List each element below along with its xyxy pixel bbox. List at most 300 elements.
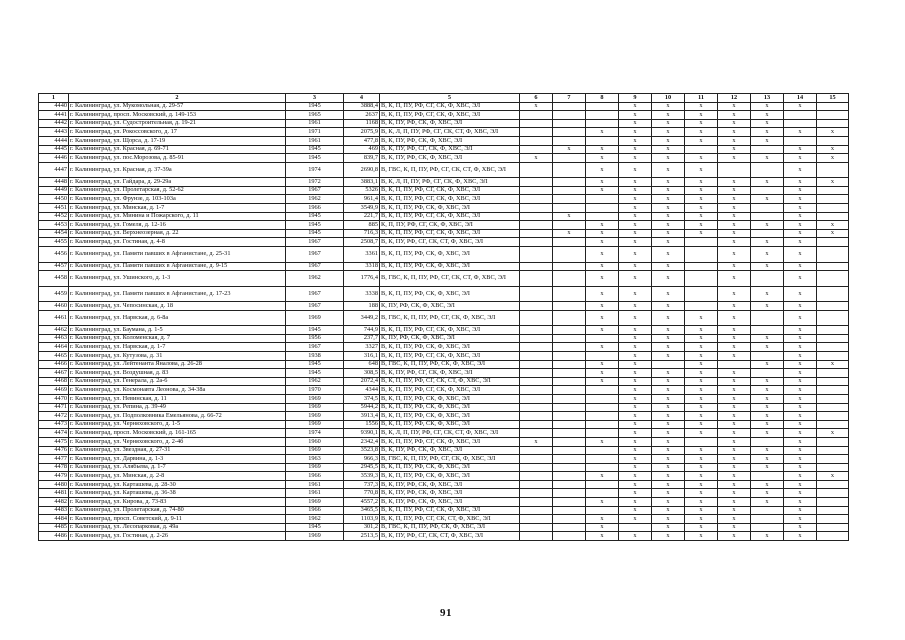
mark-cell <box>817 463 849 472</box>
row-number: 4451 <box>39 204 69 213</box>
mark-cell: x <box>586 369 619 378</box>
column-number-row <box>39 94 849 103</box>
page-number: 91 <box>440 607 452 619</box>
mark-cell <box>553 247 586 263</box>
mark-cell: x <box>685 472 718 481</box>
column-header: 14 <box>784 94 817 103</box>
mark-cell: x <box>586 498 619 507</box>
row-number: 4449 <box>39 186 69 195</box>
column-header: 8 <box>586 94 619 103</box>
mark-cell: x <box>586 162 619 178</box>
mark-cell: x <box>652 429 685 438</box>
mark-cell <box>817 489 849 498</box>
mark-cell: x <box>718 286 751 302</box>
mark-cell: x <box>619 154 652 163</box>
area-cell: 3449,2 <box>344 310 380 326</box>
area-cell: 3465,5 <box>344 506 380 515</box>
address-cell: г. Калининград, ул. Кирова, д. 73-83 <box>69 498 286 507</box>
row-number: 4454 <box>39 229 69 238</box>
mark-cell: x <box>619 119 652 128</box>
mark-cell: x <box>718 238 751 247</box>
mark-cell <box>586 136 619 145</box>
area-cell: 961,4 <box>344 195 380 204</box>
mark-cell: x <box>685 154 718 163</box>
mark-cell: x <box>685 186 718 195</box>
mark-cell: x <box>751 111 784 120</box>
mark-cell: x <box>685 412 718 421</box>
address-cell: г. Калининград, ул. Гомеля, д. 12-16 <box>69 221 286 230</box>
year-cell: 1967 <box>286 343 344 352</box>
row-number: 4481 <box>39 489 69 498</box>
mark-cell <box>685 247 718 263</box>
mark-cell: x <box>685 480 718 489</box>
mark-cell: x <box>652 195 685 204</box>
row-number: 4480 <box>39 480 69 489</box>
table-row <box>39 394 849 403</box>
address-cell: г. Калининград, ул. Пролетарская, д. 52-62 <box>69 186 286 195</box>
area-cell: 2075,9 <box>344 128 380 137</box>
works-cell: В, К, П, ПУ, РФ, СГ, СК, СТ, Ф, ХВС, ЭЛ <box>380 377 520 386</box>
mark-cell <box>520 111 553 120</box>
mark-cell: x <box>751 302 784 311</box>
mark-cell: x <box>685 221 718 230</box>
mark-cell <box>817 262 849 271</box>
mark-cell: x <box>619 403 652 412</box>
table-row <box>39 247 849 263</box>
year-cell: 1962 <box>286 377 344 386</box>
mark-cell <box>586 480 619 489</box>
mark-cell: x <box>751 221 784 230</box>
works-cell: В, К, ПУ, РФ, СК, Ф, ХВС, ЭЛ <box>380 136 520 145</box>
mark-cell: x <box>619 229 652 238</box>
mark-cell <box>685 286 718 302</box>
column-header: 7 <box>553 94 586 103</box>
mark-cell <box>751 186 784 195</box>
area-cell: 3888,4 <box>344 102 380 111</box>
row-number: 4472 <box>39 412 69 421</box>
mark-cell: x <box>619 343 652 352</box>
address-cell: г. Калининград, ул. Щорса, д. 17-19 <box>69 136 286 145</box>
year-cell: 1967 <box>286 302 344 311</box>
mark-cell <box>817 102 849 111</box>
year-cell: 1969 <box>286 310 344 326</box>
row-number: 4483 <box>39 506 69 515</box>
mark-cell <box>553 437 586 446</box>
mark-cell: x <box>685 204 718 213</box>
mark-cell: x <box>619 429 652 438</box>
mark-cell: x <box>817 360 849 369</box>
mark-cell: x <box>685 455 718 464</box>
mark-cell <box>817 386 849 395</box>
address-cell: г. Калининград, ул. пос.Морозова, д. 85-91 <box>69 154 286 163</box>
mark-cell <box>520 412 553 421</box>
mark-cell <box>784 111 817 120</box>
mark-cell: x <box>718 326 751 335</box>
mark-cell: x <box>652 302 685 311</box>
year-cell: 1945 <box>286 229 344 238</box>
row-number: 4470 <box>39 394 69 403</box>
mark-cell: x <box>718 351 751 360</box>
mark-cell: x <box>586 247 619 263</box>
table-row <box>39 102 849 111</box>
row-number: 4478 <box>39 463 69 472</box>
mark-cell <box>817 523 849 532</box>
mark-cell: x <box>685 532 718 541</box>
mark-cell: x <box>784 369 817 378</box>
mark-cell <box>817 506 849 515</box>
area-cell: 5326 <box>344 186 380 195</box>
mark-cell <box>553 154 586 163</box>
mark-cell: x <box>718 154 751 163</box>
mark-cell: x <box>652 351 685 360</box>
mark-cell <box>586 212 619 221</box>
table-row <box>39 480 849 489</box>
mark-cell <box>586 412 619 421</box>
mark-cell <box>553 136 586 145</box>
mark-cell: x <box>586 310 619 326</box>
mark-cell: x <box>586 360 619 369</box>
mark-cell <box>520 394 553 403</box>
year-cell: 1967 <box>286 238 344 247</box>
address-cell: г. Калининград, ул. Пролетарская, д. 74-80 <box>69 506 286 515</box>
mark-cell: x <box>817 128 849 137</box>
mark-cell <box>520 186 553 195</box>
year-cell: 1963 <box>286 455 344 464</box>
area-cell: 3539,3 <box>344 472 380 481</box>
mark-cell <box>520 247 553 263</box>
works-cell: В, ГВС, К, П, ПУ, РФ, СК, Ф, ХВС, ЭЛ <box>380 523 520 532</box>
mark-cell: x <box>784 271 817 287</box>
row-number: 4464 <box>39 343 69 352</box>
mark-cell: x <box>652 386 685 395</box>
mark-cell <box>817 286 849 302</box>
address-cell: г. Калининград, ул. Гостиная, д. 2-26 <box>69 532 286 541</box>
table-row <box>39 506 849 515</box>
mark-cell: x <box>718 186 751 195</box>
works-cell: В, К, П, ПУ, РФ, СГ, СК, Ф, ХВС, ЭЛ <box>380 229 520 238</box>
mark-cell <box>817 212 849 221</box>
row-number: 4458 <box>39 271 69 287</box>
mark-cell: x <box>619 515 652 524</box>
mark-cell <box>520 302 553 311</box>
mark-cell: x <box>718 334 751 343</box>
mark-cell: x <box>718 489 751 498</box>
year-cell: 1970 <box>286 386 344 395</box>
table-row <box>39 145 849 154</box>
mark-cell: x <box>619 480 652 489</box>
table-row <box>39 154 849 163</box>
table-row <box>39 351 849 360</box>
address-cell: г. Калининград, ул. Верхнеозерная, д. 22 <box>69 229 286 238</box>
mark-cell: x <box>784 360 817 369</box>
mark-cell <box>784 119 817 128</box>
year-cell: 1945 <box>286 154 344 163</box>
mark-cell <box>751 271 784 287</box>
address-cell: г. Калининград, ул. Нарвская, д. 1-7 <box>69 343 286 352</box>
area-cell: 2508,7 <box>344 238 380 247</box>
year-cell: 1969 <box>286 412 344 421</box>
mark-cell: x <box>751 195 784 204</box>
address-cell: г. Калининград, ул. Коломенская, д. 7 <box>69 334 286 343</box>
mark-cell: x <box>784 334 817 343</box>
mark-cell: x <box>619 472 652 481</box>
mark-cell: x <box>619 162 652 178</box>
mark-cell <box>817 498 849 507</box>
mark-cell: x <box>817 221 849 230</box>
address-cell: г. Калининград, ул. Нарвская, д. 6-8а <box>69 310 286 326</box>
mark-cell: x <box>751 532 784 541</box>
mark-cell: x <box>784 446 817 455</box>
column-header: 2 <box>69 94 286 103</box>
mark-cell: x <box>520 437 553 446</box>
year-cell: 1974 <box>286 429 344 438</box>
table-row <box>39 212 849 221</box>
column-header: 6 <box>520 94 553 103</box>
table-row <box>39 377 849 386</box>
table-row <box>39 128 849 137</box>
address-cell: г. Калининград, ул. Чепосинская, д. 18 <box>69 302 286 311</box>
table-row <box>39 310 849 326</box>
mark-cell: x <box>718 532 751 541</box>
mark-cell: x <box>784 302 817 311</box>
table-row <box>39 334 849 343</box>
mark-cell <box>520 119 553 128</box>
mark-cell: x <box>553 229 586 238</box>
year-cell: 1945 <box>286 523 344 532</box>
mark-cell <box>553 111 586 120</box>
mark-cell <box>553 119 586 128</box>
mark-cell <box>817 136 849 145</box>
row-number: 4463 <box>39 334 69 343</box>
mark-cell: x <box>817 145 849 154</box>
mark-cell: x <box>685 111 718 120</box>
mark-cell: x <box>652 369 685 378</box>
table-row <box>39 326 849 335</box>
mark-cell: x <box>685 386 718 395</box>
mark-cell <box>586 119 619 128</box>
mark-cell: x <box>619 247 652 263</box>
mark-cell <box>685 437 718 446</box>
mark-cell: x <box>652 472 685 481</box>
mark-cell <box>553 472 586 481</box>
mark-cell <box>586 204 619 213</box>
address-cell: г. Калининград, ул. Рокоссовского, д. 17 <box>69 128 286 137</box>
works-cell: В, К, П, ПУ, РФ, СГ, СК, Ф, ХВС, ЭЛ <box>380 386 520 395</box>
mark-cell: x <box>652 154 685 163</box>
area-cell: 3318 <box>344 262 380 271</box>
mark-cell: x <box>784 377 817 386</box>
works-cell: В, К, ПУ, РФ, СГ, СК, СТ, Ф, ХВС, ЭЛ <box>380 238 520 247</box>
works-cell: В, К, ПУ, РФ, СК, Ф, ХВС, ЭЛ <box>380 446 520 455</box>
mark-cell: x <box>718 343 751 352</box>
mark-cell <box>553 238 586 247</box>
mark-cell <box>520 523 553 532</box>
mark-cell <box>553 394 586 403</box>
mark-cell: x <box>751 386 784 395</box>
mark-cell: x <box>652 446 685 455</box>
mark-cell <box>685 238 718 247</box>
row-number: 4445 <box>39 145 69 154</box>
mark-cell <box>553 204 586 213</box>
year-cell: 1969 <box>286 446 344 455</box>
mark-cell <box>553 369 586 378</box>
mark-cell: x <box>718 128 751 137</box>
mark-cell <box>553 162 586 178</box>
mark-cell: x <box>652 343 685 352</box>
address-cell: г. Калининград, ул. Звездная, д. 27-31 <box>69 446 286 455</box>
year-cell: 1961 <box>286 480 344 489</box>
mark-cell: x <box>685 102 718 111</box>
mark-cell <box>586 489 619 498</box>
mark-cell: x <box>586 271 619 287</box>
mark-cell: x <box>817 429 849 438</box>
area-cell: 3549,9 <box>344 204 380 213</box>
mark-cell: x <box>685 369 718 378</box>
year-cell: 1967 <box>286 247 344 263</box>
mark-cell <box>817 162 849 178</box>
works-cell: В, К, П, ПУ, РФ, СК, Ф, ХВС, ЭЛ <box>380 463 520 472</box>
mark-cell <box>685 262 718 271</box>
mark-cell <box>520 480 553 489</box>
table-row <box>39 136 849 145</box>
mark-cell: x <box>784 128 817 137</box>
area-cell: 2342,4 <box>344 437 380 446</box>
mark-cell <box>817 119 849 128</box>
mark-cell: x <box>685 420 718 429</box>
mark-cell: x <box>784 532 817 541</box>
mark-cell: x <box>751 247 784 263</box>
mark-cell: x <box>751 498 784 507</box>
area-cell: 716,3 <box>344 229 380 238</box>
mark-cell <box>685 145 718 154</box>
mark-cell <box>520 472 553 481</box>
mark-cell: x <box>751 412 784 421</box>
mark-cell: x <box>784 247 817 263</box>
table-row <box>39 360 849 369</box>
works-cell: В, К, ПУ, РФ, СК, Ф, ХВС, ЭЛ <box>380 489 520 498</box>
mark-cell: x <box>718 480 751 489</box>
mark-cell <box>520 238 553 247</box>
mark-cell <box>586 334 619 343</box>
row-number: 4469 <box>39 386 69 395</box>
mark-cell: x <box>652 286 685 302</box>
mark-cell: x <box>718 262 751 271</box>
mark-cell: x <box>817 178 849 187</box>
mark-cell: x <box>619 369 652 378</box>
year-cell: 1969 <box>286 498 344 507</box>
mark-cell: x <box>751 343 784 352</box>
mark-cell: x <box>652 247 685 263</box>
mark-cell <box>817 412 849 421</box>
year-cell: 1967 <box>286 262 344 271</box>
row-number: 4446 <box>39 154 69 163</box>
mark-cell: x <box>685 343 718 352</box>
area-cell: 2072,4 <box>344 377 380 386</box>
mark-cell <box>817 111 849 120</box>
mark-cell: x <box>652 506 685 515</box>
mark-cell: x <box>652 128 685 137</box>
mark-cell: x <box>718 455 751 464</box>
mark-cell <box>520 162 553 178</box>
mark-cell <box>553 186 586 195</box>
mark-cell <box>520 403 553 412</box>
mark-cell <box>553 286 586 302</box>
row-number: 4473 <box>39 420 69 429</box>
year-cell: 1962 <box>286 271 344 287</box>
mark-cell <box>817 195 849 204</box>
mark-cell: x <box>685 212 718 221</box>
address-cell: г. Калининград, просп. Советский, д. 9-11 <box>69 515 286 524</box>
column-header: 9 <box>619 94 652 103</box>
mark-cell: x <box>586 326 619 335</box>
mark-cell <box>586 111 619 120</box>
mark-cell <box>520 221 553 230</box>
mark-cell: x <box>652 229 685 238</box>
works-cell: В, К, Л, П, ПУ, РФ, СГ, СК, Ф, ХВС, ЭЛ <box>380 178 520 187</box>
housing-register-table <box>38 93 849 541</box>
area-cell: 301,2 <box>344 523 380 532</box>
area-cell: 1556 <box>344 420 380 429</box>
mark-cell <box>520 212 553 221</box>
address-cell: г. Калининград, ул. Памяти павших в Афганистане, д. 9-15 <box>69 262 286 271</box>
works-cell: В, К, П, ПУ, РФ, СК, Ф, ХВС, ЭЛ <box>380 262 520 271</box>
mark-cell: x <box>652 238 685 247</box>
mark-cell: x <box>784 463 817 472</box>
address-cell: г. Калининград, ул. Гостиная, д. 4-8 <box>69 238 286 247</box>
mark-cell <box>553 498 586 507</box>
mark-cell <box>520 360 553 369</box>
row-number: 4457 <box>39 262 69 271</box>
mark-cell: x <box>586 128 619 137</box>
mark-cell: x <box>652 412 685 421</box>
mark-cell <box>553 262 586 271</box>
mark-cell <box>553 429 586 438</box>
mark-cell: x <box>685 136 718 145</box>
table-row <box>39 178 849 187</box>
mark-cell: x <box>718 429 751 438</box>
mark-cell: x <box>751 420 784 429</box>
mark-cell: x <box>652 178 685 187</box>
mark-cell: x <box>784 326 817 335</box>
mark-cell: x <box>751 154 784 163</box>
area-cell: 770,8 <box>344 489 380 498</box>
mark-cell <box>586 429 619 438</box>
mark-cell: x <box>784 204 817 213</box>
address-cell: г. Калининград, ул. Красная, д. 69-71 <box>69 145 286 154</box>
mark-cell: x <box>685 394 718 403</box>
row-number: 4460 <box>39 302 69 311</box>
area-cell: 3338 <box>344 286 380 302</box>
year-cell: 1956 <box>286 334 344 343</box>
mark-cell <box>751 437 784 446</box>
row-number: 4450 <box>39 195 69 204</box>
year-cell: 1969 <box>286 403 344 412</box>
mark-cell <box>520 334 553 343</box>
table-body <box>39 102 849 540</box>
area-cell: 2637 <box>344 111 380 120</box>
address-cell: г. Калининград, ул. Карташева, д. 36-38 <box>69 489 286 498</box>
mark-cell: x <box>652 334 685 343</box>
mark-cell <box>586 386 619 395</box>
mark-cell: x <box>652 310 685 326</box>
mark-cell: x <box>784 145 817 154</box>
address-cell: г. Калининград, ул. Невинская, д. 11 <box>69 394 286 403</box>
mark-cell <box>520 429 553 438</box>
mark-cell <box>553 403 586 412</box>
year-cell: 1962 <box>286 195 344 204</box>
mark-cell: x <box>685 523 718 532</box>
mark-cell <box>817 394 849 403</box>
